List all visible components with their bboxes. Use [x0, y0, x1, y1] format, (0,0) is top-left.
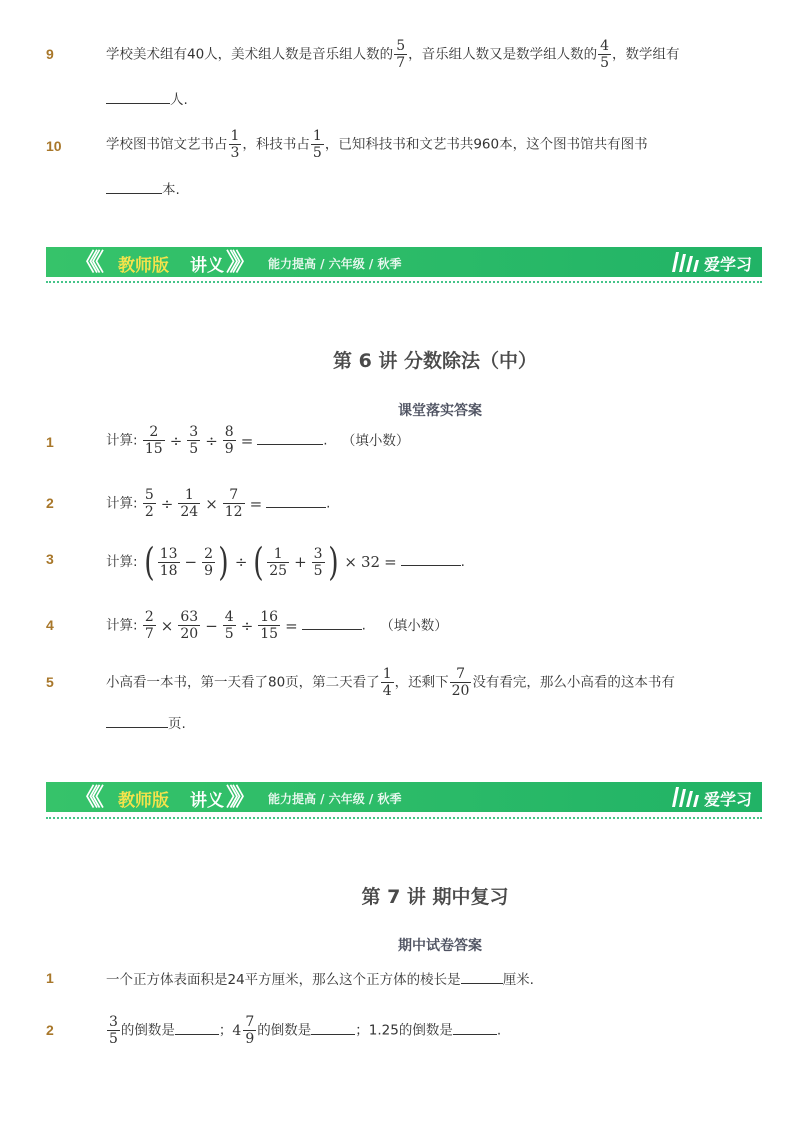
fraction: $\frac{3}{5}$	[109, 1014, 118, 1047]
fraction: $\frac{5}{7}$	[396, 38, 406, 71]
fraction: $\frac{16}{15}$	[260, 609, 279, 642]
breadcrumb: 能力提高 / 六年级 / 秋季	[268, 792, 402, 806]
divider	[46, 817, 762, 819]
fraction: $\frac{63}{20}$	[180, 609, 199, 642]
fraction: $\frac{13}{18}$	[159, 545, 178, 579]
question-expression: 计算: $\frac{5}{2}$ ÷ $\frac{1}{24}$ × $\frac{7}{12}$ = .	[106, 487, 331, 520]
brand-logo: 爱学习	[703, 790, 752, 809]
question-expression: 计算: $\frac{2}{7}$ × $\frac{63}{20}$ − $\frac{4}{5}$ ÷ $\frac{16}{15}$ = . （填小数）	[106, 609, 448, 642]
question-number: 4	[46, 617, 54, 633]
fraction: $\frac{3}{5}$	[313, 545, 323, 579]
question-number: 5	[46, 674, 54, 690]
fraction: $\frac{7}{12}$	[224, 487, 243, 520]
fraction: $\frac{1}{4}$	[382, 666, 392, 699]
question-number: 9	[46, 46, 54, 62]
header-banner	[46, 247, 762, 277]
question-number: 3	[46, 551, 54, 567]
question-number: 10	[46, 138, 62, 154]
chevron-right-icon: 》》	[226, 783, 250, 811]
banner-title-colored: 教师版	[118, 791, 169, 811]
brand-logo: 爱学习	[703, 255, 752, 274]
question-text: 小高看一本书，第一天看了80页，第二天看了 $\frac{1}{4}$ ，还剩下 $\frac{7}{20}$ 没有看完，那么小高看的这本书有	[106, 666, 675, 699]
question-number: 2	[46, 495, 54, 511]
book-stack-icon	[670, 785, 700, 809]
fraction: $\frac{5}{2}$	[144, 487, 154, 520]
question-text: 学校图书馆文艺书占 $\frac{1}{3}$ ，科技书占 $\frac{1}{5}$ ，已知科技书和文艺书共960本，这个图书馆共有图书	[106, 128, 648, 161]
lecture-title: 第 6 讲 分数除法（中）	[332, 350, 538, 372]
answer-blank	[311, 1022, 355, 1035]
book-stack-icon	[670, 250, 700, 274]
answer-blank	[257, 432, 323, 445]
banner-title-white: 讲义	[190, 791, 224, 811]
section-title: 课堂落实答案	[398, 403, 482, 419]
hint-note: （填小数）	[341, 432, 410, 449]
lecture-title: 第 7 讲 期中复习	[361, 886, 509, 908]
fraction: $\frac{1}{3}$	[230, 128, 240, 161]
answer-blank	[401, 553, 461, 566]
answer-line: 页.	[106, 712, 186, 732]
fraction: $\frac{1}{5}$	[312, 128, 322, 161]
question-number: 1	[46, 434, 54, 450]
banner-title-white: 讲义	[190, 256, 224, 276]
chevron-right-icon: 》》	[226, 248, 250, 276]
fraction: $\frac{7}{20}$	[451, 666, 470, 699]
fraction: $\frac{3}{5}$	[189, 424, 199, 457]
chevron-left-icon: 《《	[74, 783, 98, 811]
fraction: $\frac{8}{9}$	[224, 424, 234, 457]
answer-blank	[106, 715, 168, 728]
answer-line: 人.	[106, 88, 188, 108]
fraction: $\frac{4}{5}$	[224, 609, 234, 642]
banner-title-colored: 教师版	[118, 256, 169, 276]
fraction: $\frac{2}{7}$	[144, 609, 154, 642]
answer-blank	[106, 181, 162, 194]
fraction: $\frac{1}{24}$	[180, 487, 199, 520]
question-expression: 计算: $\frac{2}{15}$ ÷ $\frac{3}{5}$ ÷ $\frac{8}{9}$ = . （填小数）	[106, 424, 410, 457]
question-expression: 计算: ( $\frac{13}{18}$ − $\frac{2}{9}$ ) ÷ ( $\frac{1}{25}$ + $\frac{3}{5}$ ) × 32 = .	[106, 540, 465, 584]
answer-blank	[461, 971, 503, 984]
hint-note: （填小数）	[380, 617, 448, 634]
fraction: $\frac{7}{9}$	[245, 1014, 255, 1047]
fraction: $\frac{1}{25}$	[269, 545, 288, 579]
answer-line: 本.	[106, 178, 180, 198]
answer-blank	[302, 617, 362, 630]
question-number: 1	[46, 970, 54, 986]
breadcrumb: 能力提高 / 六年级 / 秋季	[268, 257, 402, 271]
question-text: 一个正方体表面积是24平方厘米，那么这个正方体的棱长是 厘米.	[106, 972, 534, 988]
fraction: $\frac{4}{5}$	[600, 38, 610, 71]
answer-blank	[266, 495, 326, 508]
section-title: 期中试卷答案	[398, 938, 482, 954]
fraction: $\frac{2}{9}$	[204, 545, 214, 579]
answer-blank	[106, 91, 170, 104]
chevron-left-icon: 《《	[74, 248, 98, 276]
answer-blank	[175, 1022, 219, 1035]
answer-blank	[453, 1022, 497, 1035]
fraction: $\frac{2}{15}$	[144, 424, 163, 457]
question-text: 学校美术组有40人，美术组人数是音乐组人数的 $\frac{5}{7}$ ，音乐组人数又是数学组人数的 $\frac{4}{5}$ ，数学组有	[106, 38, 680, 71]
question-text: $\frac{3}{5}$ 的倒数是 ；4 $\frac{7}{9}$ 的倒数是 ；1.25的倒数是 .	[109, 1014, 502, 1047]
header-banner	[46, 782, 762, 812]
divider	[46, 281, 762, 283]
question-number: 2	[46, 1022, 54, 1038]
